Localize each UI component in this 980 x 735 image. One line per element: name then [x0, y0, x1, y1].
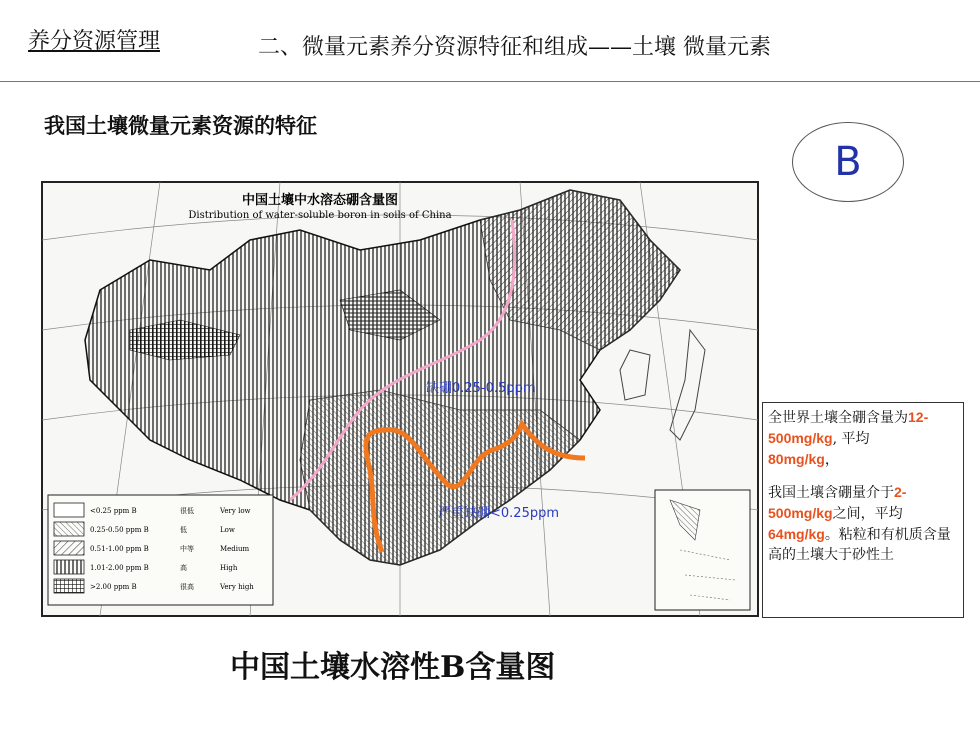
svg-text:低: 低: [180, 526, 187, 534]
svg-text:0.51-1.00 ppm B: 0.51-1.00 ppm B: [90, 545, 149, 553]
section-title: 二、微量元素养分资源特征和组成——土壤 微量元素: [258, 35, 771, 60]
svg-text:高: 高: [180, 564, 187, 572]
annotation-deficient: 缺硼0.25-0.5ppm: [426, 381, 536, 396]
svg-text:很高: 很高: [180, 583, 194, 591]
header-divider: [0, 81, 980, 82]
map-title-en: Distribution of water-soluble boron in soils of China: [188, 210, 452, 221]
svg-text:中等: 中等: [180, 545, 194, 553]
svg-text:Very low: Very low: [220, 507, 251, 515]
annotation-severe: 严重缺硼<0.25ppm: [438, 506, 560, 521]
topic-title: 养分资源管理: [28, 29, 161, 54]
map-caption: 中国土壤水溶性B含量图: [230, 650, 556, 685]
south-sea-inset: [655, 490, 750, 610]
info-paragraph-world: 全世界土壤全硼含量为12-500mg/kg, 平均 80mg/kg，: [768, 409, 929, 468]
svg-text:Medium: Medium: [220, 545, 250, 553]
info-box: [762, 402, 964, 618]
svg-text:0.25-0.50 ppm B: 0.25-0.50 ppm B: [90, 526, 149, 534]
svg-text:Very high: Very high: [220, 583, 254, 591]
svg-text:1.01-2.00 ppm B: 1.01-2.00 ppm B: [90, 564, 149, 572]
element-badge: [792, 122, 904, 202]
badge-letter: B: [834, 139, 862, 185]
svg-text:很低: 很低: [180, 507, 194, 515]
svg-text:High: High: [220, 564, 238, 572]
svg-text:>2.00 ppm B: >2.00 ppm B: [90, 583, 137, 591]
info-paragraph-china: 我国土壤含硼量介于2-500mg/kg之间，平均64mg/kg。粘粒和有机质含量高的土壤大于砂性土: [768, 484, 951, 563]
svg-text:<0.25 ppm B: <0.25 ppm B: [90, 507, 137, 515]
slide-subtitle: 我国土壤微量元素资源的特征: [44, 114, 317, 138]
boron-map: [40, 180, 760, 620]
map-title-cn: 中国土壤中水溶态硼含量图: [241, 193, 399, 208]
svg-text:Low: Low: [220, 526, 235, 534]
map-legend: [48, 495, 273, 605]
